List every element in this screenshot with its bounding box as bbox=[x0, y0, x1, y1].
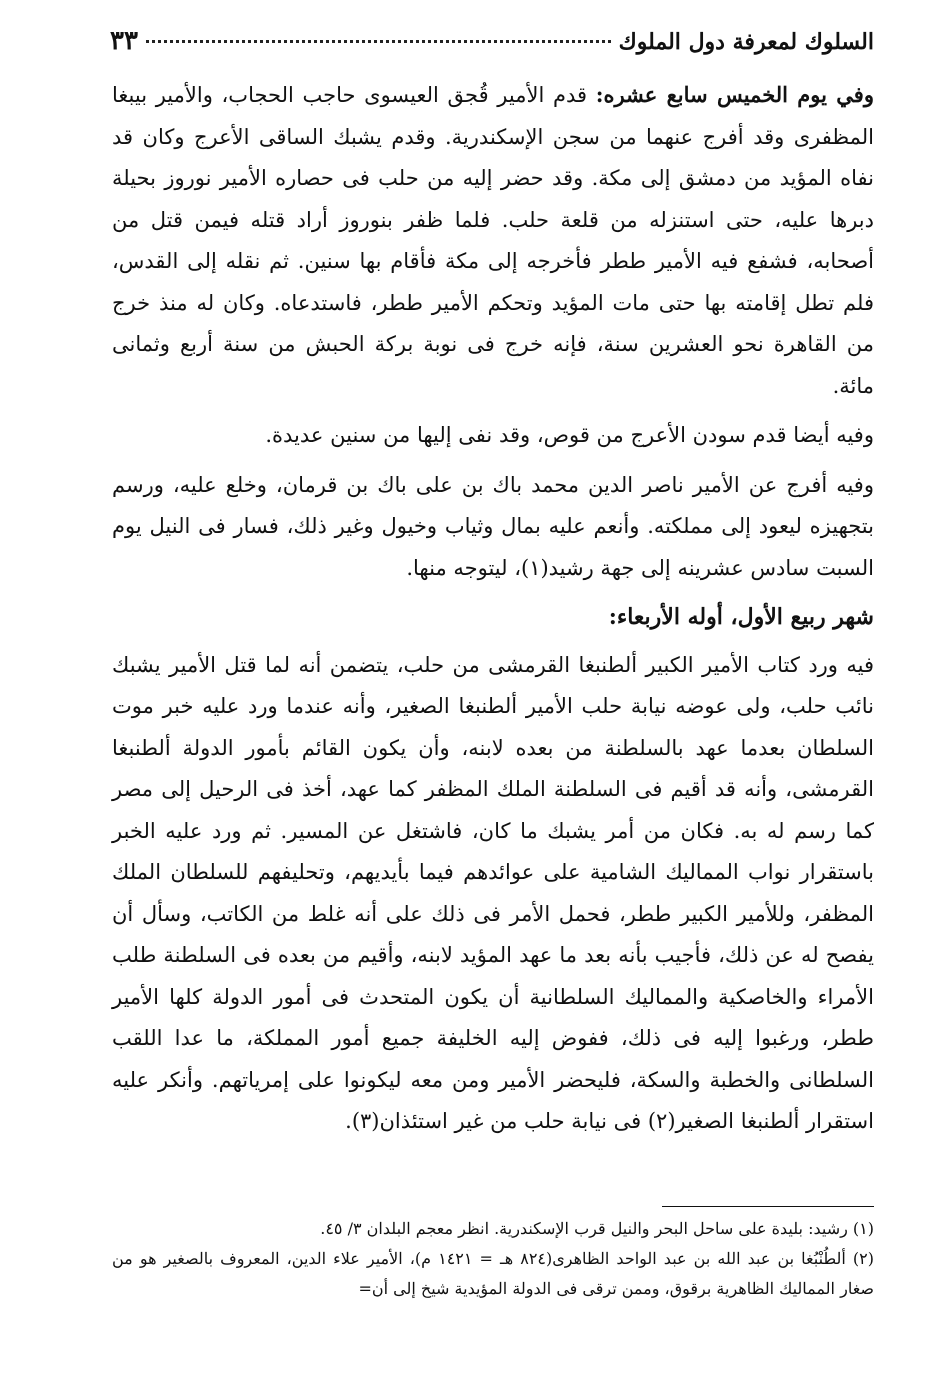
paragraph-4: فيه ورد كتاب الأمير الكبير ألطنبغا القرمشى من حلب، يتضمن أنه لما قتل الأمير يشبك نائب حلب، ولى عوضه نيابة حلب الأمير ألطنبغا الصغير، وأنه عندما ورد عليه خبر موت السلطان بعدما عهد بالسلطنة من بعده لابنه، وأن يكون القائم بأمور الدولة ألطنبغا القرمشى، وأنه قد أقيم فى السلطنة الملك المظفر كما عهد، أخذ فى الرحيل إلى مصر كما رسم له به. فكان من أمر يشبك ما كان، فاشتغل عن المسير. ثم ورد عليه الخبر باستقرار نواب المماليك الشامية على عوائدهم فيما بأيديهم، وتحليفهم للسلطان الملك المظفر، وللأمير الكبير ططر، فحمل الأمر فى ذلك على أنه غلط من الكاتب، وسأل أن يفصح له عن ذلك، فأجيب بأنه بعد ما عهد المؤيد لابنه، وأقيم من بعده فى السلطنة طلب الأمراء والخاصكية والمماليك السلطانية أن يكون المتحدث فى أمور الدولة كلها الأمير ططر، ورغبوا إليه فى ذلك، ففوض إليه الخليفة جميع أمور المملكة، ما عدا اللقب السلطانى والخطبة والسكة، فليحضر الأمير ومن معه ليكونوا على إمرياتهم. وأنكر عليه استقرار ألطنبغا الصغير(٢) فى نيابة حلب من غير استئذان(٣). bbox=[112, 652, 874, 1133]
header-leader-dots bbox=[146, 40, 611, 43]
paragraph-1 bbox=[112, 74, 874, 407]
footnote-2: (٢) ألطُنْبُغا بن عبد الله بن عبد الواحد الظاهرى(٨٢٤ هـ = ١٤٢١ م)، الأمير علاء الدين، المعروف بالصغير هو من صغار المماليك الظاهرية برقوق، وممن ترقى فى الدولة المؤيدية شيخ إلى أن= bbox=[112, 1249, 874, 1298]
paragraph-3: وفيه أفرج عن الأمير ناصر الدين محمد باك بن على باك بن قرمان، وخلع عليه، ورسم بتجهيزه ليعود إلى مملكته. وأنعم عليه بمال وثياب وخيول وغير ذلك، فسار فى النيل يوم السبت سادس عشرينه إلى جهة رشيد(١)، ليتوجه منها. bbox=[112, 472, 874, 580]
page-number: ٣٣ bbox=[110, 26, 138, 56]
footnote-1: (١) رشيد: بليدة على ساحل البحر والنيل قرب الإسكندرية. انظر معجم البلدان ٣/ ٤٥. bbox=[320, 1219, 874, 1238]
paragraph-text: قدم الأمير قُجق العيسوى حاجب الحجاب، والأمير بيبغا المظفرى وقد أفرج عنهما من سجن الإسكندرية. وقدم يشبك الساقى الأعرج وكان قد نفاه المؤيد من دمشق إلى مكة. وقد حضر إليه من حلب فى حصاره الأمير نوروز بحيلة دبرها عليه، حتى استنزله من قلعة حلب. فلما ظفر بنوروز أراد قتله فيمن قتل من أصحابه، فشفع فيه الأمير ططر فأخرجه إلى مكة فأقام بها سنين. ثم نقله إلى القدس، فلم تطل إقامته بها حتى مات المؤيد وتحكم الأمير ططر، فاستدعاه. وكان له منذ خرج من القاهرة نحو العشرين سنة، فإنه خرج فى نوبة بركة الحبش من سنة أربع وثمانى مائة. bbox=[112, 83, 874, 398]
footnotes bbox=[112, 1214, 874, 1304]
paragraph-2: وفيه أيضا قدم سودن الأعرج من قوص، وقد نفى إليها من سنين عديدة. bbox=[265, 423, 874, 447]
running-title: السلوك لمعرفة دول الملوك bbox=[618, 29, 874, 55]
section-heading: شهر ربيع الأول، أوله الأربعاء: bbox=[608, 604, 874, 630]
footnote-separator bbox=[662, 1206, 874, 1207]
page-header bbox=[110, 26, 874, 66]
paragraph-lead: وفي يوم الخميس سابع عشره: bbox=[595, 82, 874, 107]
main-text bbox=[112, 74, 874, 1151]
